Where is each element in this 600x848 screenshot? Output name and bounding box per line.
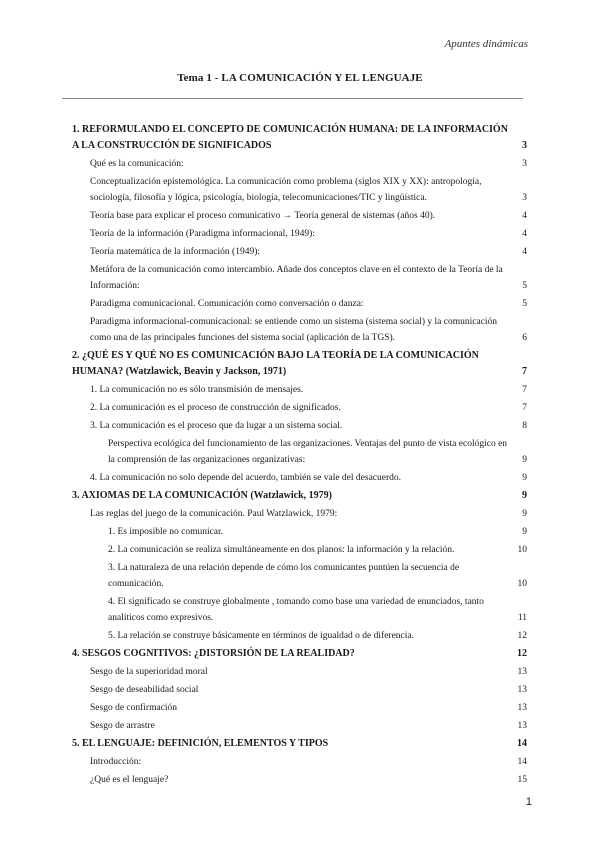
toc-entry-page: 10: [517, 545, 527, 555]
toc-entry-text: ¿Qué es el lenguaje?: [90, 775, 169, 785]
toc-entry-page: 3: [522, 159, 527, 169]
toc-entry-text: 4. La comunicación no solo depende del acuerdo, también se vale del desacuerdo.: [90, 473, 402, 483]
page-number: 1: [525, 796, 532, 808]
toc-entry-page: 14: [517, 757, 527, 767]
toc-entry[interactable]: [90, 754, 527, 770]
toc-entry-text: Introducción:: [90, 757, 142, 767]
toc-entry-page: 14: [517, 738, 527, 749]
toc-entry-page: 13: [517, 685, 527, 695]
toc-entry[interactable]: [90, 244, 527, 260]
toc-entry-page: 9: [522, 473, 527, 483]
toc-entry[interactable]: [108, 594, 527, 626]
toc-entry[interactable]: [72, 736, 527, 752]
toc-entry-text: Sesgo de la superioridad moral: [90, 667, 208, 677]
toc-entry-page: 5: [522, 281, 527, 291]
toc-entry-page: 9: [522, 527, 527, 537]
toc-entry-text: Conceptualización epistemológica. La comunicación como problema (siglos XIX y XX): antropología, sociología, filosofía y lógica, psicología, biología, telecomunicaciones/TIC y lingüística.: [90, 177, 482, 203]
title-divider: [62, 98, 523, 99]
toc-entry[interactable]: [90, 296, 527, 312]
toc-entry[interactable]: [90, 314, 527, 346]
toc-entry[interactable]: [90, 700, 527, 716]
toc-entry-text: 3. La comunicación es el proceso que da lugar a un sistema social.: [90, 421, 343, 431]
toc-entry[interactable]: [72, 348, 527, 380]
toc-entry-text: Sesgo de confirmación: [90, 703, 178, 713]
toc-entry-text: 4. El significado se construye globalmente , tomando como base una variedad de enunciados, tanto analíticos como expresivos.: [108, 597, 484, 623]
toc-entry-text: Sesgo de deseabilidad social: [90, 685, 199, 695]
toc-entry-text: Paradigma comunicacional. Comunicación como conversación o danza:: [90, 299, 364, 309]
toc-entry-page: 9: [522, 455, 527, 465]
toc-entry-text: 2. La comunicación es el proceso de construcción de significados.: [90, 403, 341, 413]
toc-entry[interactable]: [90, 772, 527, 788]
toc-entry-text: 1. REFORMULANDO EL CONCEPTO DE COMUNICACIÓN HUMANA: DE LA INFORMACIÓN A LA CONSTRUCCIÓN DE SIGNIFICADOS: [72, 124, 508, 151]
toc-entry[interactable]: [108, 542, 527, 558]
toc-entry[interactable]: [90, 156, 527, 172]
toc-entry[interactable]: [90, 682, 527, 698]
toc-entry-text: 1. La comunicación no es sólo transmisión de mensajes.: [90, 385, 304, 395]
toc-entry-page: 12: [517, 631, 527, 641]
toc-entry[interactable]: [108, 436, 527, 468]
toc-entry-page: 6: [522, 333, 527, 343]
toc-entry-text: Paradigma informacional-comunicacional: se entiende como un sistema (sistema social) y la comunicación como una de las principales funciones del sistema social (aplicación de la TGS).: [90, 317, 498, 343]
toc-entry[interactable]: [90, 174, 527, 206]
toc-entry[interactable]: [90, 226, 527, 242]
toc-entry-page: 8: [522, 421, 527, 431]
toc-entry-page: 7: [522, 385, 527, 395]
toc-entry-text: 5. EL LENGUAJE: DEFINICIÓN, ELEMENTOS Y TIPOS: [72, 738, 329, 749]
toc-entry[interactable]: [90, 718, 527, 734]
toc-entry-text: 3. La naturaleza de una relación depende de cómo los comunicantes puntúen la secuencia de comunicación.: [108, 563, 460, 589]
toc-entry-page: 10: [517, 579, 527, 589]
toc-entry[interactable]: [90, 664, 527, 680]
toc-entry-text: Las reglas del juego de la comunicación. Paul Watzlawick, 1979:: [90, 509, 338, 519]
toc-entry-text: 3. AXIOMAS DE LA COMUNICACIÓN (Watzlawick, 1979): [72, 490, 332, 501]
toc-entry-text: 2. ¿QUÉ ES Y QUÉ NO ES COMUNICACIÓN BAJO LA TEORÍA DE LA COMUNICACIÓN HUMANA? (Watzlawick, Beavin y Jackson, 1971): [72, 350, 479, 377]
running-header: Apuntes dinámicas: [444, 38, 528, 50]
toc-entry-page: 3: [522, 193, 527, 203]
toc-entry-text: Teoría base para explicar el proceso comunicativo → Teoría general de sistemas (años 40).: [90, 211, 436, 221]
toc-entry-text: Teoría matemática de la información (1949):: [90, 247, 260, 257]
toc-entry[interactable]: [72, 122, 527, 154]
toc-entry-text: 2. La comunicación se realiza simultáneamente en dos planos: la información y la relación.: [108, 545, 455, 555]
toc-entry-text: Perspectiva ecológica del funcionamiento de las organizaciones. Ventajas del punto de vista ecológico en la comprensión de las organizaciones organizativas:: [108, 439, 508, 465]
toc-entry[interactable]: [72, 646, 527, 662]
toc-entry-text: 1. Es imposible no comunicar.: [108, 527, 224, 537]
toc-entry-page: 5: [522, 299, 527, 309]
toc-entry-page: 4: [522, 229, 527, 239]
toc-entry[interactable]: [90, 400, 527, 416]
toc-entry-page: 4: [522, 247, 527, 257]
toc-entry-text: 5. La relación se construye básicamente en términos de igualdad o de diferencia.: [108, 631, 414, 641]
toc-entry-page: 7: [522, 403, 527, 413]
toc-entry-page: 7: [522, 366, 527, 377]
toc-entry[interactable]: [90, 208, 527, 224]
toc-entry[interactable]: [90, 506, 527, 522]
toc-entry[interactable]: [108, 560, 527, 592]
toc-entry-text: Metáfora de la comunicación como intercambio. Añade dos conceptos clave en el contexto de la Teoría de la Información:: [90, 265, 503, 291]
toc-entry-page: 13: [517, 721, 527, 731]
table-of-contents: [72, 122, 527, 790]
toc-entry-page: 9: [522, 509, 527, 519]
toc-entry-text: Qué es la comunicación:: [90, 159, 184, 169]
toc-entry-page: 3: [522, 140, 527, 151]
toc-entry-page: 13: [517, 703, 527, 713]
toc-entry-text: Sesgo de arrastre: [90, 721, 155, 731]
toc-entry[interactable]: [72, 488, 527, 504]
toc-entry-page: 15: [517, 775, 527, 785]
toc-entry[interactable]: [90, 470, 527, 486]
toc-entry[interactable]: [90, 418, 527, 434]
toc-entry-page: 13: [517, 667, 527, 677]
toc-entry-page: 4: [522, 211, 527, 221]
toc-entry-text: 4. SESGOS COGNITIVOS: ¿DISTORSIÓN DE LA REALIDAD?: [72, 648, 355, 659]
toc-entry-text: Teoría de la información (Paradigma informacional, 1949):: [90, 229, 315, 239]
document-title: Tema 1 - LA COMUNICACIÓN Y EL LENGUAJE: [177, 72, 423, 84]
toc-entry-page: 12: [517, 648, 527, 659]
toc-entry[interactable]: [90, 382, 527, 398]
toc-entry[interactable]: [90, 262, 527, 294]
toc-entry-page: 11: [517, 613, 527, 623]
toc-entry-page: 9: [522, 490, 527, 501]
toc-entry[interactable]: [108, 628, 527, 644]
toc-entry[interactable]: [108, 524, 527, 540]
